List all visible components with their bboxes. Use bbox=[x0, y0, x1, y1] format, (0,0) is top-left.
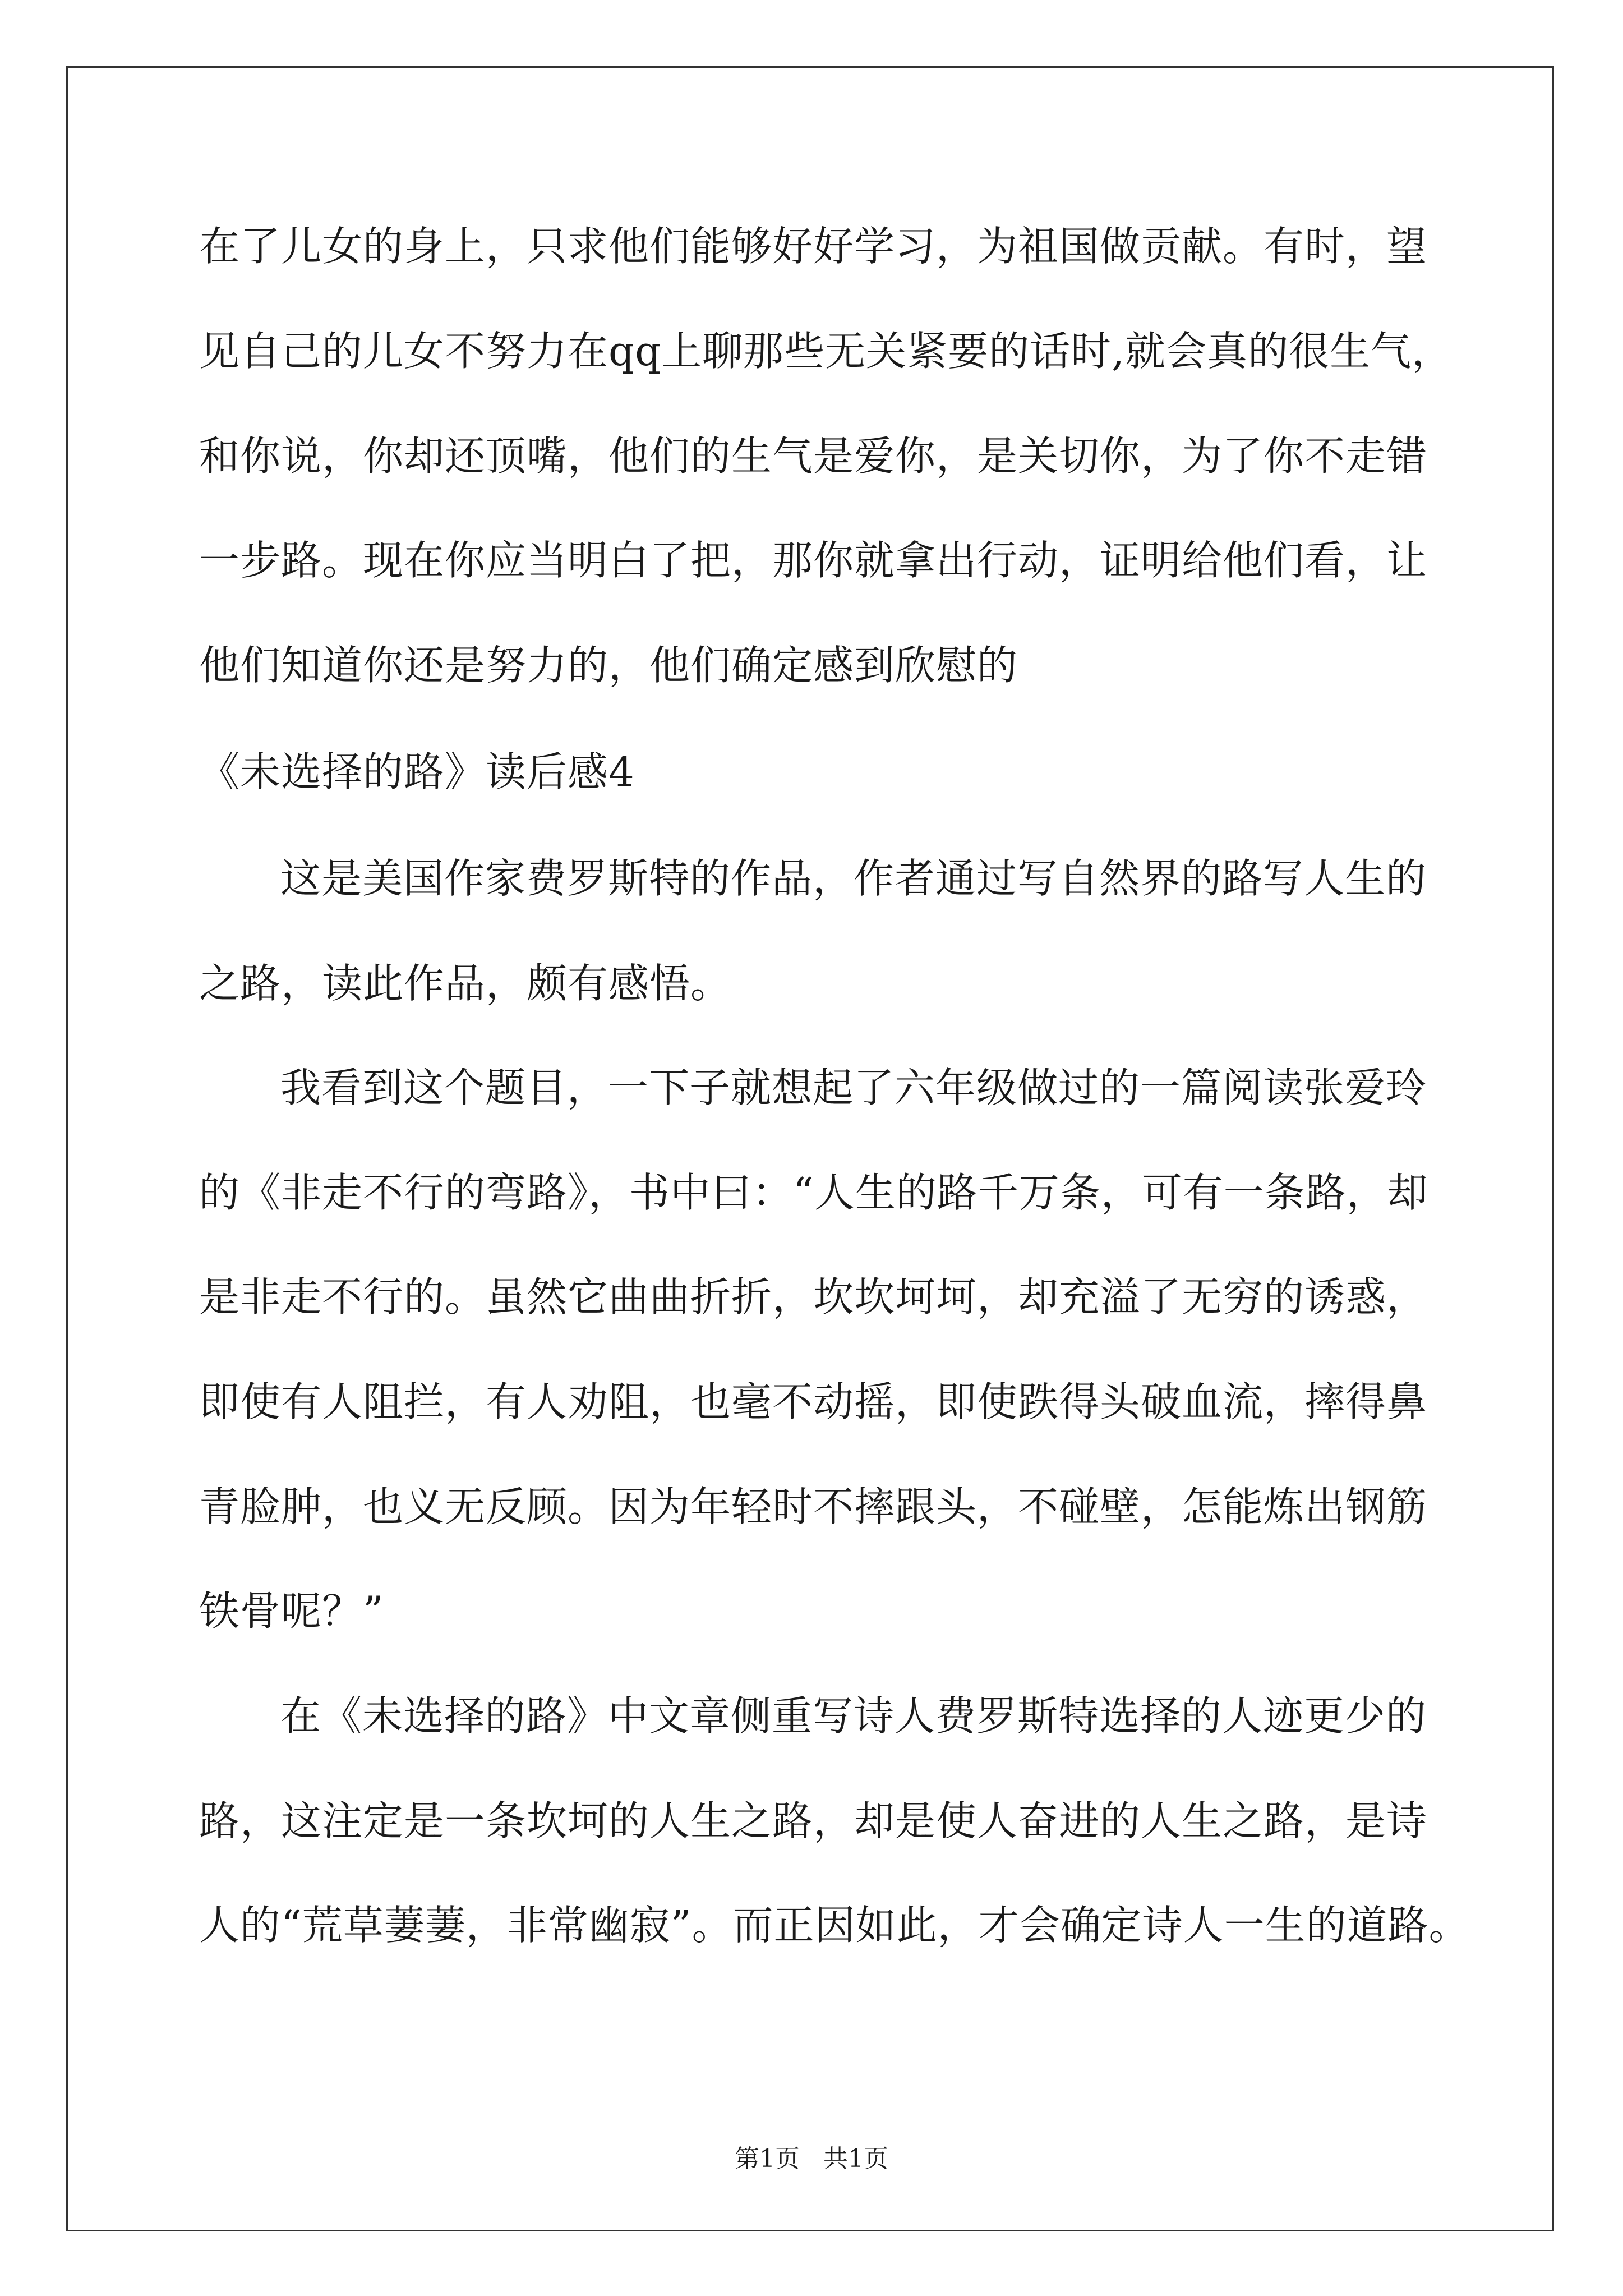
text-line: 人的“荒草萋萋，非常幽寂”。而正因如此，才会确定诗人一生的道路。 bbox=[199, 1902, 1470, 1949]
text-line: 之路，读此作品，颇有感悟。 bbox=[199, 960, 732, 1007]
text-line: 和你说，你却还顶嘴，他们的生气是爱你，是关切你，为了你不走错 bbox=[199, 432, 1428, 480]
text-line: 是非走不行的。虽然它曲曲折折，坎坎坷坷，却充溢了无穷的诱惑， bbox=[199, 1273, 1428, 1320]
text-line: 铁骨呢？” bbox=[199, 1588, 384, 1635]
text-line: 的《非走不行的弯路》，书中曰：“人生的路千万条，可有一条路，却 bbox=[199, 1169, 1428, 1216]
text-line: 这是美国作家费罗斯特的作品，作者通过写自然界的路写人生的 bbox=[280, 855, 1427, 902]
page-footer: 第1页 共1页 bbox=[735, 2145, 888, 2173]
text-line: 路，这注定是一条坎坷的人生之路，却是使人奋进的人生之路，是诗 bbox=[199, 1797, 1428, 1844]
section-heading: 《未选择的路》读后感4 bbox=[199, 748, 635, 795]
text-line: 我看到这个题目，一下子就想起了六年级做过的一篇阅读张爱玲 bbox=[280, 1064, 1427, 1111]
text-line: 他们知道你还是努力的，他们确定感到欣慰的 bbox=[199, 642, 1018, 689]
text-line: 即使有人阻拦，有人劝阻，也毫不动摇，即使跌得头破血流，摔得鼻 bbox=[199, 1378, 1428, 1425]
text-line: 在了儿女的身上，只求他们能够好好学习，为祖国做贡献。有时，望 bbox=[199, 223, 1428, 270]
text-line: 一步路。现在你应当明白了把，那你就拿出行动，证明给他们看，让 bbox=[199, 537, 1428, 584]
text-line: 青脸肿，也义无反顾。因为年轻时不摔跟头，不碰壁，怎能炼出钢筋 bbox=[199, 1483, 1428, 1530]
text-line: 见自己的儿女不努力在qq上聊那些无关紧要的话时,就会真的很生气， bbox=[199, 328, 1453, 375]
text-line: 在《未选择的路》中文章侧重写诗人费罗斯特选择的人迹更少的 bbox=[280, 1692, 1427, 1740]
